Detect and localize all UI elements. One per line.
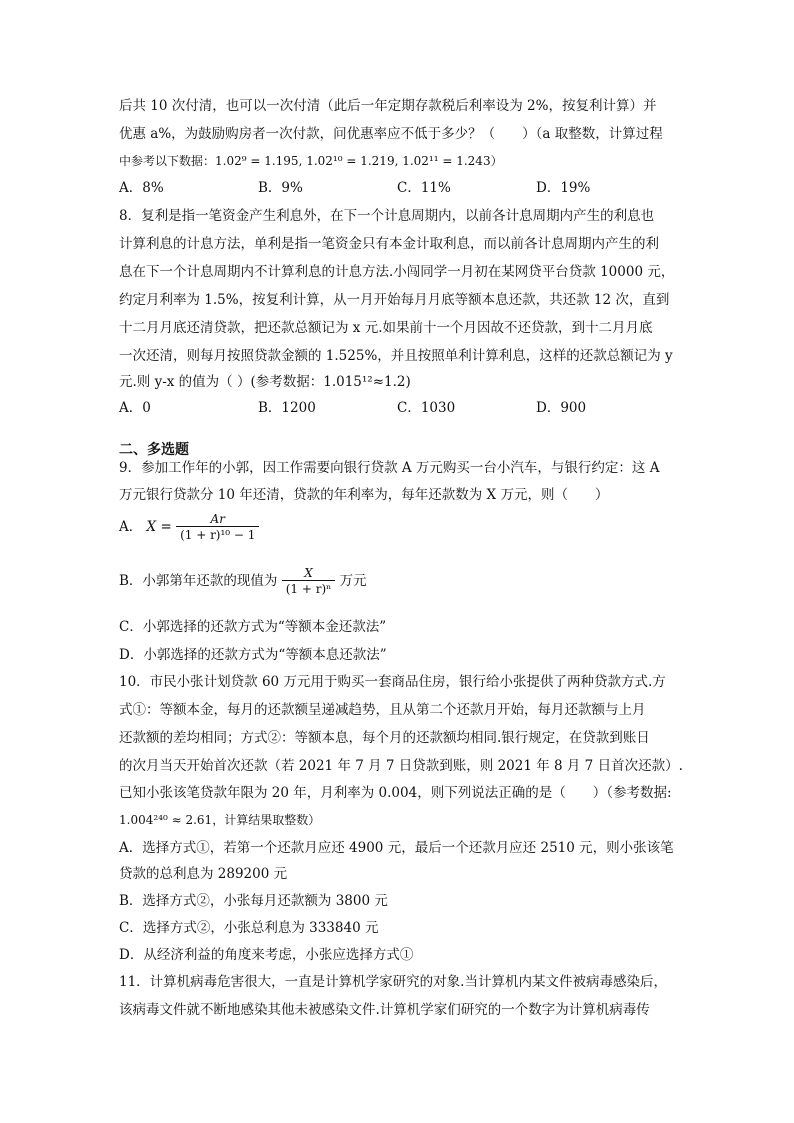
- q11-text-line: 该病毒文件就不断地感染其他未被感染文件.计算机学家们研究的一个数字为计算机病毒传: [119, 1002, 650, 1018]
- q10-text-line: 式①：等额本金，每月的还款额呈递减趋势，且从第二个还款月开始，每月还款额与上月: [119, 702, 646, 718]
- q10-option-a: A．选择方式①，若第一个还款月应还 4900 元，最后一个还款月应还 2510 元，则小张该笔: [119, 840, 674, 856]
- q8-text-line: 息在下一个计息周期内不计算利息的计息方法.小闯同学一月初在某网贷平台贷款 10000 元，: [119, 264, 675, 280]
- q7-option-c: C．11%: [397, 180, 451, 196]
- q8-text-line: 计算利息的计息方法，单利是指一笔资金只有本金计取利息，而以前各计息周期内产生的利: [119, 236, 659, 252]
- q10-option-a-cont: 贷款的总利息为 289200 元: [119, 866, 288, 882]
- option-text-unit: 万元: [339, 573, 367, 589]
- fraction-numerator: Ar: [210, 512, 225, 526]
- q10-text-line: 的次月当天开始首次还款（若 2021 年 7 月 7 日贷款到账，则 2021 年 8 月 7 日首次还款）.: [119, 758, 683, 774]
- formula-fraction: [282, 566, 336, 597]
- q11-text-line: 11．计算机病毒危害很大，一直是计算机学家研究的对象.当计算机内某文件被病毒感染后，: [119, 974, 667, 990]
- q9-text-line: 9．参加工作年的小郭，因工作需要向银行贷款 A 万元购买一台小汽车，与银行约定：这 A: [119, 460, 660, 476]
- q7-option-d: D．19%: [536, 180, 591, 196]
- option-text: B．小郭第年还款的现值为: [119, 573, 278, 589]
- formula-fraction: [176, 512, 259, 543]
- q10-option-c: C．选择方式②，小张总利息为 333840 元: [119, 920, 379, 936]
- option-label: A．: [119, 519, 143, 535]
- formula-lhs: X =: [146, 519, 172, 535]
- q7-text-line: 中参考以下数据：1.02⁹ = 1.195, 1.02¹⁰ = 1.219, 1.02¹¹ = 1.243）: [119, 154, 503, 168]
- q10-text-line: 10．市民小张计划贷款 60 万元用于购买一套商品住房，银行给小张提供了两种贷款方式.方: [119, 674, 666, 690]
- q9-option-b: [119, 566, 367, 597]
- q7-text-line: 优惠 a%，为鼓励购房者一次付款，问优惠率应不低于多少？（ ）（a 取整数，计算过程: [119, 126, 663, 142]
- q10-text-line: 1.004²⁴⁰ ≈ 2.61，计算结果取整数）: [119, 813, 321, 827]
- fraction-denominator: (1 + r)ⁿ: [282, 580, 336, 597]
- q7-option-b: B．9%: [258, 180, 303, 196]
- q10-text-line: 还款额的差均相同；方式②：等额本息，每个月的还款额均相同.银行规定，在贷款到账日: [119, 730, 650, 746]
- q8-text-line: 8．复利是指一笔资金产生利息外，在下一个计息周期内，以前各计息周期内产生的利息也: [119, 208, 655, 224]
- q8-text-line: 约定月利率为 1.5%，按复利计算，从一月开始每月月底等额本息还款，共还款 12 次，直到: [119, 292, 670, 308]
- q10-text-line: 已知小张该笔贷款年限为 20 年，月利率为 0.004，则下列说法正确的是（ ）（参考数据:: [119, 785, 672, 801]
- q8-text-line: 元.则 y-x 的值为（ ）(参考数据：1.015¹²≈1.2): [119, 374, 411, 390]
- fraction-denominator: (1 + r)¹⁰ − 1: [176, 526, 259, 543]
- q9-option-d: D．小郭选择的还款方式为“等额本息还款法”: [119, 647, 387, 663]
- fraction-numerator: X: [304, 566, 313, 580]
- q9-option-c: C．小郭选择的还款方式为“等额本金还款法”: [119, 619, 387, 635]
- q8-option-a: A．0: [119, 400, 151, 416]
- q8-option-b: B．1200: [258, 400, 316, 416]
- q7-option-a: A．8%: [119, 180, 164, 196]
- q10-option-b: B．选择方式②，小张每月还款额为 3800 元: [119, 893, 388, 909]
- q10-option-d: D．从经济利益的角度来考虑，小张应选择方式①: [119, 947, 414, 963]
- q8-option-c: C．1030: [397, 400, 456, 416]
- q9-option-a: [119, 512, 259, 543]
- q9-text-line: 万元银行贷款分 10 年还清，贷款的年利率为，每年还款数为 X 万元，则（ ）: [119, 487, 609, 503]
- q8-text-line: 十二月月底还清贷款，把还款总额记为 x 元.如果前十一个月因故不还贷款，到十二月月底: [119, 320, 653, 336]
- q8-text-line: 一次还清，则每月按照贷款金额的 1.525%，并且按照单利计算利息，这样的还款总额记为 y: [119, 348, 673, 364]
- section-heading-multiple-choice: 二、多选题: [119, 442, 189, 458]
- q8-option-d: D．900: [536, 400, 587, 416]
- q7-text-line: 后共 10 次付清，也可以一次付清（此后一年定期存款税后利率设为 2%，按复利计算）并: [119, 98, 657, 114]
